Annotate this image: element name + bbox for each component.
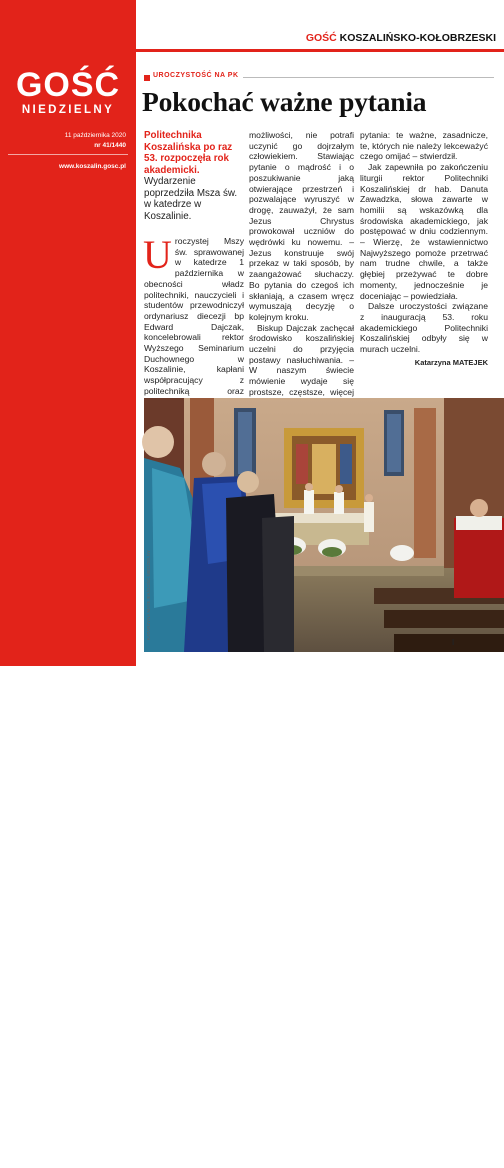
article-paragraph: Biskup Dajczak zachęcał środowisko koszalińskiej uczelni do przyjęcia postawy nasłuchiwania. – W naszym świecie mówienie wydaje się prostsze, częstsze, więcej: [249, 322, 354, 397]
article-paragraph: Jak zapewniła po zakończeniu liturgii rektor Politechniki Koszalińskiej dr hab. Danuta Zawadzka, słowa zawarte w homilii są wskazówką dla środowiska akademickiego, jak postępować w dniu codziennym. – Wierzę, że wstawiennictwo Najwyższego pomoże przetrwać nam trudne chwile, a także głębiej przeżywać te dobre momenty, jednocześnie je doceniając – powiedziała.: [360, 162, 488, 301]
lead-subtext: Wydarzenie poprzedziła Msza św. w katedrze w Koszalinie.: [144, 176, 238, 222]
photo-credit: KATARZYNA MATEJEK/GOŚĆ NIEDZIELNY: [146, 549, 151, 640]
sidebar: [0, 0, 136, 1168]
article-paragraph: [143, 232, 244, 407]
section-kicker: [144, 72, 494, 82]
article-lead: [144, 130, 244, 176]
logo-word: GOŚĆ: [15, 66, 121, 104]
website-url: www.koszalin.gosc.pl: [59, 163, 126, 170]
paragraph-text: roczystej Mszy św. sprawowanej w katedrze 1 października w obecności władz politechniki, nauczycieli i studentów przewodniczył ordynariusz diecezji bp Edward Dajczak, koncelebrowali rektor Wyższego Seminarium Duchownego w Koszalinie, kapłani współpracujący z politechniką oraz: [144, 236, 244, 396]
kicker-rule: [214, 77, 494, 78]
diocese-vertical-title: Diecezja koszalińsko-kołobrzeska: [10, 854, 33, 1168]
article-photo: [144, 398, 504, 652]
magazine-logo: [12, 68, 124, 116]
header-section: KOSZALIŃSKO-KOŁOBRZESKI: [339, 32, 496, 44]
lead-highlight: Politechnika Koszalińska po raz 53. rozpoczęła rok akademicki.: [144, 130, 233, 176]
kicker-label: UROCZYSTOŚĆ NA PK: [153, 72, 243, 79]
header-brand: GOŚĆ: [305, 32, 337, 44]
issue-date: 11 października 2020: [64, 132, 126, 139]
article-column-3: [360, 130, 488, 368]
sidebar-divider: [8, 154, 128, 155]
article-paragraph: pytania: te ważne, zasadnicze, te, których nie należy lekceważyć czego omijać – stwierdził.: [360, 130, 488, 162]
page-header: [136, 30, 504, 46]
article-headline: Pokochać ważne pytania: [142, 86, 427, 117]
kicker-marker: [144, 75, 150, 81]
article-author: Katarzyna MATEJEK: [414, 357, 488, 367]
header-rule: [136, 49, 504, 52]
header-title: [306, 32, 496, 44]
article-paragraph: możliwości, nie potrafi uczynić go dojrzałym człowiekiem. Stawiając pytanie o mądrość i o poszukiwanie jaką otwierające przestrzeń i pozwalające wyruszyć w drogę, zauważył, że sam Jezus Chrystus prowokował uczniów do wędrówki ku nowemu. – Jezus konstruuje swój przekaz w taki sposób, by zaangażować słuchaczy. Bo pytania do czegoś ich skłaniają, a czasem wręcz wymuszają decyzję o kolejnym kroku.: [249, 130, 354, 322]
logo-subtitle: NIEDZIELNY: [21, 104, 115, 116]
page-number: I: [452, 638, 455, 647]
drop-cap: U: [143, 232, 172, 277]
article-paragraph: Dalsze uroczystości związane z inauguracją 53. roku akademickiego Politechniki Koszalińskiej odbyły się w murach uczelni.: [360, 301, 488, 355]
issue-number: nr 41/1440: [94, 142, 126, 149]
